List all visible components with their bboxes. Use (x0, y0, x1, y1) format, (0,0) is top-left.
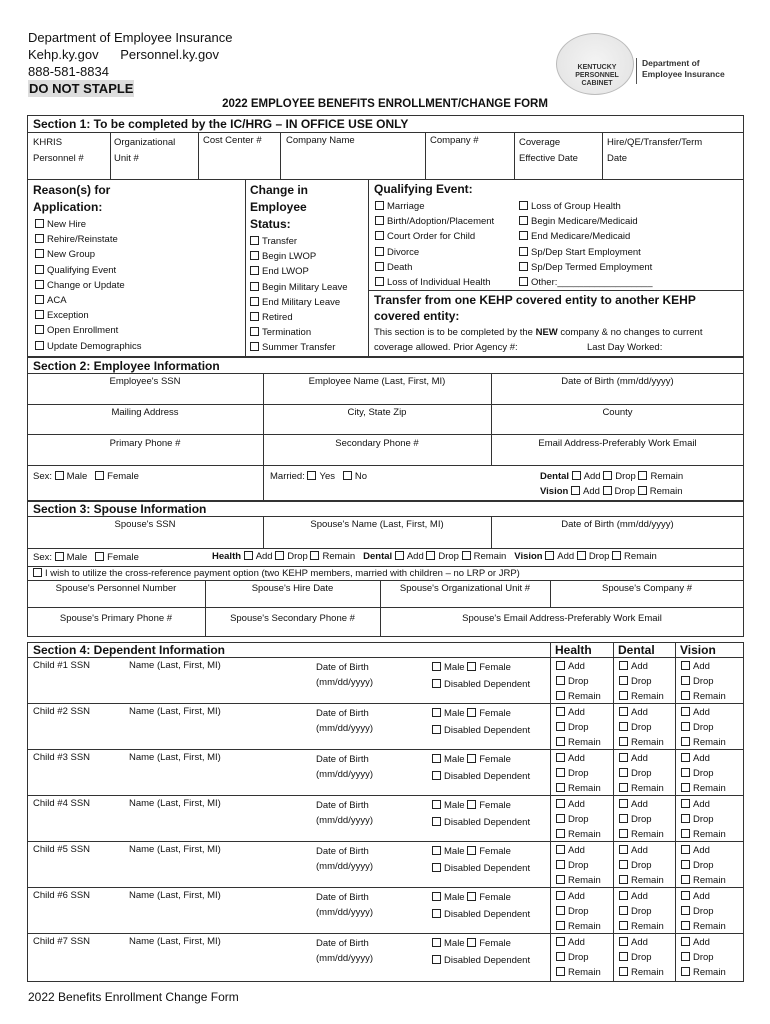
child-name-field[interactable]: Name (Last, First, MI) (129, 844, 221, 855)
child-health-add[interactable]: Add (556, 751, 601, 766)
child-health-options (556, 659, 601, 705)
child-vision-add[interactable]: Add (681, 705, 726, 720)
child-dental-add[interactable]: Add (619, 797, 664, 812)
child-dental-drop[interactable]: Drop (619, 812, 664, 827)
child-vision-options (681, 797, 726, 843)
spouse-name-field[interactable]: Spouse's Name (Last, First, MI) (310, 519, 444, 530)
child-name-field[interactable]: Name (Last, First, MI) (129, 798, 221, 809)
logo-dept-text: Department of Employee Insurance (642, 58, 725, 79)
child-vision-add[interactable]: Add (681, 751, 726, 766)
child-sex[interactable]: Male Female (432, 936, 511, 951)
vision-remain-checkbox[interactable] (638, 486, 647, 495)
child-health-add[interactable]: Add (556, 705, 601, 720)
employee-married: Married: Yes No (270, 471, 368, 482)
khris-personnel-field[interactable]: KHRIS Personnel # (33, 137, 84, 164)
employee-dental: Dental Add Drop Remain (540, 471, 684, 482)
child-health-remain[interactable]: Remain (556, 827, 601, 842)
child-vision-add[interactable]: Add (681, 843, 726, 858)
child-health-remain[interactable]: Remain (556, 965, 601, 980)
child-vision-drop[interactable]: Drop (681, 904, 726, 919)
section-2-title: Section 2: Employee Information (33, 359, 220, 373)
child-health-options (556, 935, 601, 981)
child-dob-field[interactable]: Date of Birth (mm/dd/yyyy) (316, 662, 373, 688)
child-health-add[interactable]: Add (556, 935, 601, 950)
email-field[interactable]: Email Address-Preferably Work Email (538, 438, 697, 449)
status-end-military[interactable]: End Military Leave (250, 295, 348, 310)
child-health-drop[interactable]: Drop (556, 812, 601, 827)
child-vision-options (681, 889, 726, 935)
child-vision-remain[interactable]: Remain (681, 781, 726, 796)
child-ssn-field[interactable]: Child #3 SSN (33, 752, 91, 763)
married-yes-checkbox[interactable] (307, 471, 316, 480)
child-vision-add[interactable]: Add (681, 889, 726, 904)
child-health-drop[interactable]: Drop (556, 904, 601, 919)
child-dental-options (619, 751, 664, 797)
child-dental-drop[interactable]: Drop (619, 766, 664, 781)
spouse-secondary-phone-field[interactable]: Spouse's Secondary Phone # (230, 613, 355, 624)
spouse-vision-remain[interactable] (612, 551, 621, 560)
dental-remain-checkbox[interactable] (638, 471, 647, 480)
child-dental-drop[interactable]: Drop (619, 674, 664, 689)
reason-update-demographics[interactable]: Update Demographics (35, 339, 142, 354)
section-3-title: Section 3: Spouse Information (33, 502, 207, 516)
reasons-list (35, 217, 142, 354)
child-health-drop[interactable]: Drop (556, 720, 601, 735)
child-health-options (556, 751, 601, 797)
status-termination[interactable]: Termination (250, 325, 348, 340)
status-end-lwop[interactable]: End LWOP (250, 264, 348, 279)
transfer-note: This section is to be completed by the NEW company & no changes to current (374, 327, 703, 338)
vision-col-header: Vision (680, 643, 716, 657)
health-col-header: Health (555, 643, 592, 657)
form-title: 2022 EMPLOYEE BENEFITS ENROLLMENT/CHANGE FORM (222, 98, 548, 110)
child-disabled[interactable]: Disabled Dependent (432, 907, 530, 922)
child-health-add[interactable]: Add (556, 659, 601, 674)
company-number-field[interactable]: Company # (430, 135, 479, 146)
status-summer-transfer[interactable]: Summer Transfer (250, 340, 348, 355)
child-vision-options (681, 659, 726, 705)
dept-name: Department of Employee Insurance (28, 30, 233, 45)
child-dental-add[interactable]: Add (619, 705, 664, 720)
child-vision-remain[interactable]: Remain (681, 919, 726, 934)
vision-add-checkbox[interactable] (571, 486, 580, 495)
child-sex[interactable]: Male Female (432, 660, 511, 675)
child-vision-add[interactable]: Add (681, 659, 726, 674)
dental-add-checkbox[interactable] (572, 471, 581, 480)
child-vision-drop[interactable]: Drop (681, 674, 726, 689)
reason-qualifying-event[interactable]: Qualifying Event (35, 263, 142, 278)
child-dob-field[interactable]: Date of Birth (mm/dd/yyyy) (316, 800, 373, 826)
child-disabled[interactable]: Disabled Dependent (432, 677, 530, 692)
child-dental-add[interactable]: Add (619, 843, 664, 858)
last-day-worked-field[interactable]: Last Day Worked: (587, 342, 663, 353)
status-begin-lwop[interactable]: Begin LWOP (250, 249, 348, 264)
child-ssn-field[interactable]: Child #1 SSN (33, 660, 91, 671)
child-sex[interactable]: Male Female (432, 706, 511, 721)
employee-name-field[interactable]: Employee Name (Last, First, MI) (308, 376, 446, 387)
child-dob-field[interactable]: Date of Birth (mm/dd/yyyy) (316, 754, 373, 780)
spouse-female-checkbox[interactable] (95, 552, 104, 561)
reason-exception[interactable]: Exception (35, 308, 142, 323)
child-disabled[interactable]: Disabled Dependent (432, 953, 530, 968)
child-vision-remain[interactable]: Remain (681, 735, 726, 750)
child-vision-drop[interactable]: Drop (681, 766, 726, 781)
child-dental-options (619, 889, 664, 935)
org-unit-field[interactable]: Organizational Unit # (114, 137, 176, 164)
child-vision-remain[interactable]: Remain (681, 873, 726, 888)
phone-number: 888-581-8834 (28, 64, 109, 79)
child-disabled[interactable]: Disabled Dependent (432, 815, 530, 830)
child-dental-remain[interactable]: Remain (619, 781, 664, 796)
company-name-field[interactable]: Company Name (286, 135, 355, 146)
employee-ssn-field[interactable]: Employee's SSN (109, 376, 181, 387)
dental-drop-checkbox[interactable] (603, 471, 612, 480)
qe-birth[interactable]: Birth/Adoption/Placement (375, 214, 494, 229)
prior-agency-field[interactable]: coverage allowed. Prior Agency #: (374, 342, 518, 353)
child-disabled[interactable]: Disabled Dependent (432, 861, 530, 876)
qe-divorce[interactable]: Divorce (375, 245, 494, 260)
child-health-remain[interactable]: Remain (556, 689, 601, 704)
spouse-personnel-field[interactable]: Spouse's Personnel Number (55, 583, 177, 594)
footer-text: 2022 Benefits Enrollment Change Form (28, 990, 239, 1004)
child-dental-options (619, 843, 664, 889)
child-dental-drop[interactable]: Drop (619, 858, 664, 873)
child-ssn-field[interactable]: Child #7 SSN (33, 936, 91, 947)
child-vision-add[interactable]: Add (681, 935, 726, 950)
employee-sex: Sex: Male Female (33, 471, 139, 482)
child-dental-drop[interactable]: Drop (619, 904, 664, 919)
employee-vision: Vision Add Drop Remain (540, 486, 683, 497)
child-dental-remain[interactable]: Remain (619, 827, 664, 842)
child-sex[interactable]: Male Female (432, 844, 511, 859)
child-health-options (556, 797, 601, 843)
child-ssn-field[interactable]: Child #2 SSN (33, 706, 91, 717)
spouse-ssn-field[interactable]: Spouse's SSN (114, 519, 176, 530)
child-name-field[interactable]: Name (Last, First, MI) (129, 706, 221, 717)
child-dob-field[interactable]: Date of Birth (mm/dd/yyyy) (316, 708, 373, 734)
child-dob-field[interactable]: Date of Birth (mm/dd/yyyy) (316, 938, 373, 964)
child-ssn-field[interactable]: Child #5 SSN (33, 844, 91, 855)
spouse-org-unit-field[interactable]: Spouse's Organizational Unit # (399, 583, 531, 594)
qe-list-left (375, 199, 494, 290)
child-sex[interactable]: Male Female (432, 752, 511, 767)
spouse-email-field[interactable]: Spouse's Email Address-Preferably Work Email (462, 613, 662, 624)
reason-rehire[interactable]: Rehire/Reinstate (35, 232, 142, 247)
child-health-drop[interactable]: Drop (556, 950, 601, 965)
qe-heading: Qualifying Event: (374, 182, 473, 196)
spouse-health-remain[interactable] (310, 551, 319, 560)
county-field[interactable]: County (602, 407, 633, 418)
child-dental-add[interactable]: Add (619, 659, 664, 674)
child-name-field[interactable]: Name (Last, First, MI) (129, 936, 221, 947)
qe-sp-start-employment[interactable]: Sp/Dep Start Employment (519, 245, 653, 260)
reasons-heading: Reason(s) for Application: (33, 183, 111, 214)
reason-new-hire[interactable]: New Hire (35, 217, 142, 232)
qe-loss-group[interactable]: Loss of Group Health (519, 199, 653, 214)
spouse-health-add[interactable] (244, 551, 253, 560)
spouse-hire-date-field[interactable]: Spouse's Hire Date (251, 583, 334, 594)
child-dental-options (619, 659, 664, 705)
child-vision-remain[interactable]: Remain (681, 689, 726, 704)
child-vision-drop[interactable]: Drop (681, 858, 726, 873)
married-no-checkbox[interactable] (343, 471, 352, 480)
child-sex[interactable]: Male Female (432, 798, 511, 813)
vision-drop-checkbox[interactable] (603, 486, 612, 495)
child-disabled[interactable]: Disabled Dependent (432, 769, 530, 784)
child-vision-add[interactable]: Add (681, 797, 726, 812)
child-vision-options (681, 751, 726, 797)
qe-marriage[interactable]: Marriage (375, 199, 494, 214)
child-vision-drop[interactable]: Drop (681, 812, 726, 827)
hire-date-field[interactable]: Hire/QE/Transfer/Term Date (607, 137, 703, 164)
secondary-phone-field[interactable]: Secondary Phone # (335, 438, 419, 449)
child-vision-remain[interactable]: Remain (681, 827, 726, 842)
employee-dob-field[interactable]: Date of Birth (mm/dd/yyyy) (561, 376, 674, 387)
child-vision-options (681, 843, 726, 889)
child-health-add[interactable]: Add (556, 889, 601, 904)
child-dental-remain[interactable]: Remain (619, 965, 664, 980)
child-dental-remain[interactable]: Remain (619, 735, 664, 750)
child-dental-options (619, 705, 664, 751)
logo-cabinet-text: KENTUCKY PERSONNEL CABINET (575, 64, 619, 87)
qe-list-right (519, 199, 653, 290)
reason-new-group[interactable]: New Group (35, 247, 142, 262)
child-dental-add[interactable]: Add (619, 935, 664, 950)
child-sex[interactable]: Male Female (432, 890, 511, 905)
child-name-field[interactable]: Name (Last, First, MI) (129, 660, 221, 671)
spouse-dental-add[interactable] (395, 551, 404, 560)
status-transfer[interactable]: Transfer (250, 234, 348, 249)
spouse-company-field[interactable]: Spouse's Company # (601, 583, 692, 594)
child-disabled[interactable]: Disabled Dependent (432, 723, 530, 738)
child-health-add[interactable]: Add (556, 797, 601, 812)
child-health-drop[interactable]: Drop (556, 674, 601, 689)
child-dental-drop[interactable]: Drop (619, 720, 664, 735)
no-staple-notice: DO NOT STAPLE (29, 81, 134, 96)
child-dental-add[interactable]: Add (619, 889, 664, 904)
child-health-options (556, 843, 601, 889)
female-checkbox[interactable] (95, 471, 104, 480)
status-retired[interactable]: Retired (250, 310, 348, 325)
primary-phone-field[interactable]: Primary Phone # (109, 438, 181, 449)
child-health-drop[interactable]: Drop (556, 766, 601, 781)
child-dental-remain[interactable]: Remain (619, 689, 664, 704)
qe-end-medicare[interactable]: End Medicare/Medicaid (519, 229, 653, 244)
spouse-male-checkbox[interactable] (55, 552, 64, 561)
child-dental-options (619, 797, 664, 843)
status-list (250, 234, 348, 356)
child-ssn-field[interactable]: Child #4 SSN (33, 798, 91, 809)
child-dental-drop[interactable]: Drop (619, 950, 664, 965)
mailing-address-field[interactable]: Mailing Address (111, 407, 179, 418)
spouse-dob-field[interactable]: Date of Birth (mm/dd/yyyy) (561, 519, 674, 530)
qe-court-order[interactable]: Court Order for Child (375, 229, 494, 244)
reason-aca[interactable]: ACA (35, 293, 142, 308)
spouse-dental-drop[interactable] (426, 551, 435, 560)
qe-death[interactable]: Death (375, 260, 494, 275)
child-health-add[interactable]: Add (556, 843, 601, 858)
spouse-primary-phone-field[interactable]: Spouse's Primary Phone # (59, 613, 173, 624)
child-health-options (556, 889, 601, 935)
child-health-remain[interactable]: Remain (556, 735, 601, 750)
transfer-heading: Transfer from one KEHP covered entity to another KEHP covered entity: (374, 293, 696, 323)
spouse-vision-add[interactable] (545, 551, 554, 560)
section-1-title: Section 1: To be completed by the IC/HRG – IN OFFICE USE ONLY (33, 117, 409, 131)
child-vision-options (681, 705, 726, 751)
child-health-remain[interactable]: Remain (556, 919, 601, 934)
child-dob-field[interactable]: Date of Birth (mm/dd/yyyy) (316, 846, 373, 872)
child-health-options (556, 705, 601, 751)
child-health-remain[interactable]: Remain (556, 873, 601, 888)
male-checkbox[interactable] (55, 471, 64, 480)
status-heading: Change in Employee Status: (250, 183, 309, 231)
status-begin-military[interactable]: Begin Military Leave (250, 280, 348, 295)
spouse-health-drop[interactable] (275, 551, 284, 560)
child-vision-options (681, 935, 726, 981)
reason-open-enrollment[interactable]: Open Enrollment (35, 323, 142, 338)
child-health-drop[interactable]: Drop (556, 858, 601, 873)
child-dental-remain[interactable]: Remain (619, 919, 664, 934)
cost-center-field[interactable]: Cost Center # (203, 135, 262, 146)
reason-change-update[interactable]: Change or Update (35, 278, 142, 293)
spouse-dental-remain[interactable] (462, 551, 471, 560)
child-vision-drop[interactable]: Drop (681, 720, 726, 735)
qe-sp-termed-employment[interactable]: Sp/Dep Termed Employment (519, 260, 653, 275)
section-4-title: Section 4: Dependent Information (33, 643, 226, 657)
child-dental-remain[interactable]: Remain (619, 873, 664, 888)
child-name-field[interactable]: Name (Last, First, MI) (129, 890, 221, 901)
child-dental-options (619, 935, 664, 981)
coverage-date-field[interactable]: Coverage Effective Date (519, 137, 578, 164)
spouse-vision-drop[interactable] (577, 551, 586, 560)
child-vision-remain[interactable]: Remain (681, 965, 726, 980)
child-dental-add[interactable]: Add (619, 751, 664, 766)
qe-begin-medicare[interactable]: Begin Medicare/Medicaid (519, 214, 653, 229)
child-vision-drop[interactable]: Drop (681, 950, 726, 965)
qe-loss-individual[interactable]: Loss of Individual Health (375, 275, 494, 290)
dental-col-header: Dental (618, 643, 655, 657)
spouse-coverage: Health Add Drop Remain Dental Add Drop Remain Vision Add Drop Remain (212, 551, 657, 562)
child-dob-field[interactable]: Date of Birth (mm/dd/yyyy) (316, 892, 373, 918)
child-ssn-field[interactable]: Child #6 SSN (33, 890, 91, 901)
cross-reference-option[interactable]: I wish to utilize the cross-reference payment option (two KEHP members, married with children – no LRP or JRP) (33, 566, 520, 581)
child-name-field[interactable]: Name (Last, First, MI) (129, 752, 221, 763)
child-health-remain[interactable]: Remain (556, 781, 601, 796)
spouse-sex: Sex: Male Female (33, 552, 139, 563)
qe-other[interactable]: Other:__________________ (519, 275, 653, 290)
websites: Kehp.ky.gov Personnel.ky.gov (28, 47, 220, 62)
city-state-zip-field[interactable]: City, State Zip (347, 407, 407, 418)
